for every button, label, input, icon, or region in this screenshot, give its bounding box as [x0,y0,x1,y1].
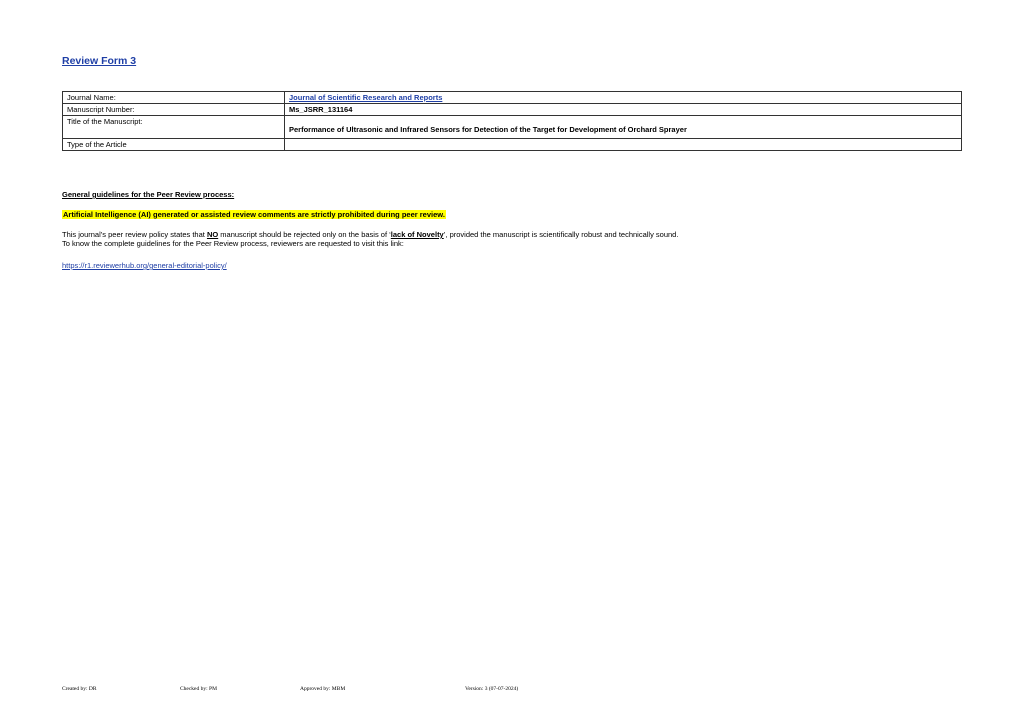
table-row [63,139,962,151]
footer-approved-by: Approved by: MBM [300,686,346,692]
guidelines-heading: General guidelines for the Peer Review process: [62,190,235,199]
policy-line-1 [62,230,678,239]
table-row [63,104,962,116]
ai-warning-notice: Artificial Intelligence (AI) generated or assisted review comments are strictly prohibited during peer review. [63,210,445,219]
manuscript-title-value: Performance of Ultrasonic and Infrared Sensors for Detection of the Target for Development of Orchard Sprayer [285,116,962,139]
policy-suffix: ’, provided the manuscript is scientifically robust and technically sound. [443,230,679,239]
manuscript-info-table [62,91,962,151]
manuscript-title-label: Title of the Manuscript: [63,116,285,139]
footer-created-by: Created by: DR [62,686,97,692]
article-type-label: Type of the Article [63,139,285,151]
footer-checked-by: Checked by: PM [180,686,217,692]
policy-prefix: This journal’s peer review policy states that [62,230,207,239]
journal-name-label: Journal Name: [63,92,285,104]
manuscript-number-value: Ms_JSRR_131164 [285,104,962,116]
journal-name-cell [285,92,962,104]
manuscript-number-label: Manuscript Number: [63,104,285,116]
policy-no: NO [206,230,219,239]
journal-name-link[interactable]: Journal of Scientific Research and Reports [289,93,443,102]
footer-version: Version: 3 (07-07-2024) [465,686,519,692]
guidelines-link[interactable]: https://r1.reviewerhub.org/general-editorial-policy/ [62,261,227,270]
table-row [63,116,962,139]
policy-text [62,230,678,248]
page-title: Review Form 3 [62,55,137,67]
policy-novelty: lack of Novelty [390,230,444,239]
article-type-value [285,139,962,151]
policy-line-2: To know the complete guidelines for the Peer Review process, reviewers are requested to visit this link: [62,239,404,248]
table-row [63,92,962,104]
policy-middle: manuscript should be rejected only on the basis of ‘ [218,230,391,239]
